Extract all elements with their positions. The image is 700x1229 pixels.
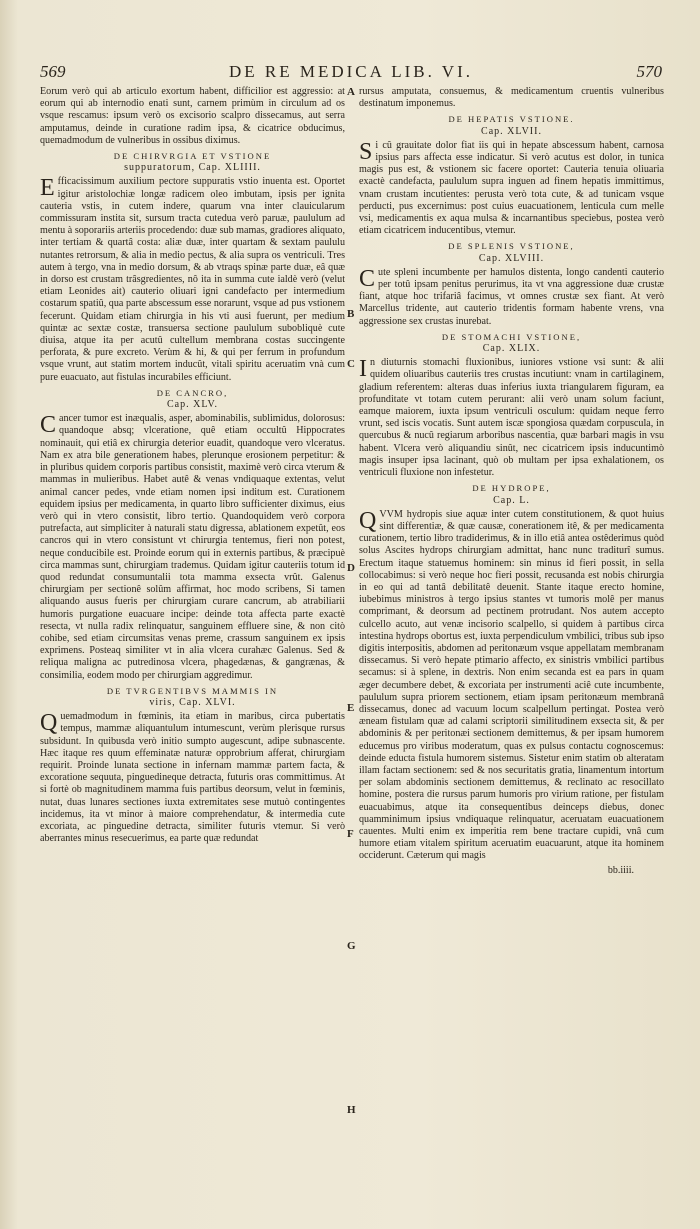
signature-mark: bb.iiii.: [607, 864, 634, 876]
page-number-left: 569: [40, 62, 66, 81]
section-title: DE TVRGENTIBVS MAMMIS IN: [106, 685, 279, 696]
page-number-right: 570: [636, 62, 662, 81]
paragraph: rursus amputata, consuemus, & medicamentum cruentis vulneribus destinatum imponemus.: [359, 86, 664, 110]
chapter-caption: Cap. XLVIII.: [478, 252, 545, 264]
margin-letter: G: [347, 940, 356, 952]
section-title: DE HEPATIS VSTIONE.: [448, 114, 575, 125]
running-title: DE RE MEDICA LIB. VI.: [228, 62, 473, 81]
chapter-caption: Cap. XLV.: [167, 399, 218, 411]
section-title: DE SPLENIS VSTIONE,: [448, 241, 575, 252]
chapter-caption: Cap. XLVII.: [481, 125, 542, 137]
section-title: DE CHIRVRGIA ET VSTIONE: [113, 151, 272, 162]
margin-letter: H: [347, 1104, 356, 1116]
right-column: [359, 86, 664, 877]
chapter-caption: Cap. XLIX.: [482, 343, 541, 355]
paragraph: Efficacissimum auxilium pectore suppuratis vstio inuenta est. Oportet igitur aristolochiæ longæ radicem oleo imbutam, ipsis per ignita cauteria vstis, in cutem indere, quarum vna inter clauicularum commissuram instita sit, sursum tracta cutedua verò paruæ, paululum ad mentu à soporariis arteriis procedendo: duæ sub mamas, gradiores aliquato, inter tertiam & quartâ costa: aliæ duæ, inter quartam & sextam paululu nutantes retrorsum, & alia in medio pectus, & alia supra os ventriculi. Tres autem à tergo, vna in medio dorsum, & ab vtraqs spinæ parte duæ, eâ quæ in dorso est crustam trâsgredientes, nô ita in summa cute ialdè verò (velut etiam Leonides ait) cauterio oliuari igni candefacto per intermedium costarum spatiû, qua parte abscessum esse norarunt, vsque ad pus vstionem fecerunt. Quidam etiam chirurgia in his vti ausi fuerunt, per medium quintæ ac sextæ costæ, transuersa sectione paululum subobliquè cute diuisa, atque ita per acutû cultellum membrana costas succingente perforata, & pure excreto. Verùm & hi, & qui per ferrum in profundum vsque vrunt, aut statim mortem inducût, vitali spiritu aceruatim vnà cum pure euacuato, aut fistulas incurabiles efficiunt.: [40, 175, 345, 383]
left-column: [40, 86, 356, 1116]
two-column-body: [40, 86, 664, 1116]
section-title: DE HYDROPE,: [472, 483, 551, 494]
margin-letter: E: [347, 702, 355, 714]
margin-letter: F: [347, 828, 354, 840]
margin-letter: B: [347, 308, 355, 320]
margin-letter: C: [347, 358, 355, 370]
paragraph: In diuturnis stomachi fluxionibus, iuniores vstione vsi sunt: & alii quidem oliuaribus cauteriis tres crustas incutiunt: vnam in cartilaginem, gladium referentem: alteras duas inferius iuxta triangularem figuram, ea profunditate vt totam cutem perurant: alii verò unam solum faciunt, eamque maiorem, iuxta ipsum ventriculi osculum: quidam neque ferro vrunt, sed iscis vocatis. Sunt autem iscæ spongiosa quædam corpuscula, in quercubus & nucû regiarum arboribus nascentia, quæ barbari magis in vsu habent. Vlcera verò aliquandiu sinût, nec cicatricem ipsis inducuntimò magis insuper ipsa lacinant, quò ob multam per ipsa exhalationem, os ventriculi fluxione non infestetur.: [359, 356, 664, 479]
margin-letter: D: [347, 562, 355, 574]
section-title: DE CANCRO,: [156, 387, 229, 398]
paragraph: QVVM hydropis siue aquæ inter cutem constitutionem, & quot huius sint differentiæ, & quæ causæ, conerationem itê, & per medicamenta curationem, tertio libro tradiderimus, & in illo etiâ antea ostêderimus quòd solus Ascites hydrops chirurgiam admittat, hanc nunc traditurî sumus. Erectum itaque statuemus hominem: sin minus id fieri possit, in sella collocabimus: si verò neque hoc fieri possit, recusanda est nobis chirurgia in eo qui ad tantâ debilitatê deuenit. Stante itaque erecto homine, iubebimus ministros à tergo ipsius stantes vt tumoris molê per manus comprimant, & deorsum ad pectinem protrudant. Nos autem accepto culcello acuto, aut venæ incisorio scalpello, si quidem à partibus circa intestina hydrops obortus est, iuxta perpendiculum vmbilici, tribus sub ipso digitis interpositis, abdomen ad peritonæum vsque appellatam membranam dissecamus. Si verò hepate ptimario affecto, ex sinistris vmbilici partibus secamus: si à splene, in dextris. Non enim secanda est ea pars in quam æger decumbere debet, & excoriata per instrumenti aciê cute incumbente, paululum supra priorem sectionem, etiam ipsam peritonæum membranâ dissecamus, donec ad vacuum locum scalpellum pertingat. Postea verò æneam fistulam quæ ad calami scriptorii similitudinem exsecta sit, & per abdominis & per peritonæi sectionem demittemus, & per ipsam humorem educemus pro viribus moderatum, quas ex pulsus contactu cognoscemus: deinde educta fistula humorem sistemus. Sistetur enim statim ob alteratam illam factam sectionem: sed & nos securitatis gratia, linamentum intortum per solam abdominis sectionem demittemus, & reclinato ac resocillato homine, postera die rursus parum humoris pro virium ratione, per fistulam euacuabimus, atque ita consequentibus deinceps diebus, donec quamminimum ipsius vndiquaque relinquatur, aceruatam euacuationem cauentes. Multi enim ex imperitia rem bene tractare cupidi, vnâ cum humore etiam vitalem spiritum aceruatim euacuarunt, atque ita hominem occiderunt. Cæterum qui magis: [359, 507, 664, 862]
paragraph: Eorum verò qui ab articulo exortum habent, difficilior est aggressio: at eorum qui ab internodio enati sunt, carnem primùm in circulum ad os vsque rescamus: ipsum verò os excisorio scalpro dissecamus, aut serra amputamus, deinde in curatione radim ipsa, & cicatrice obducimus, quemadmodum de vulneribus in ossibus diximus.: [40, 86, 345, 146]
paragraph: Cute spleni incumbente per hamulos distenta, longo candenti cauterio per totû ipsam penitus perurimus, ita vt vna aggressione duæ crustæ fiant, atque hoc trifariâ facimus, vt omnes crustæ sex fiant. At verò Marcellus tridente, aut cauterio tridentis formam habente vrens, vna aggressione sex crustas inurebat.: [359, 265, 664, 327]
section-title: DE STOMACHI VSTIONE,: [441, 331, 582, 342]
paragraph: Si cû grauitate dolor fiat iis qui in hepate abscessum habent, carnosa ipsius pars affecta esse indicatur. Si verò acutus est dolor, in tunica magis pus est, & vstionem sic facere oportet: Cauteria tenuia oliuaria exactè candefacta, paululum supra inguen ad finem hepatis immittimus, vnam crustam incutientes: perusta verò tota cute, & ad tunicam vsque perducti, pus excernimus: post cuius euacuationem, lenticula cum melle vsi, medicamentis ex aqua mulsa & incarnantibus speciebus, postea verò etiam cicatricem inducentibus, vtemur.: [359, 138, 664, 237]
chapter-caption: Cap. L.: [493, 494, 530, 506]
paragraph: Cancer tumor est inæqualis, asper, abominabilis, sublimidus, dolorosus: quandoque absq; vlceratione, quê etiam occultû Hippocrates nominauit, qui etiâ ex chirurgia deterior euadit, quandoque vero vlceratus. Nam ex atra bile generationem habes, plerunque erosionem perpetitur: & in pluribus quidem corporis partibus consistit, maximè verò circa vterum & mammas in mulieribus. Habet autê & venas vndiquaque extentas, velut animal cancer pedes, vnde etiam nomen ipsi inditum est. Curationem equidem ipsius per medicamenta, in quarto libro sufficienter diximus, eius verò qui in vtero consistit, libro tertio. Quandoquidem verò corpora putrefacta, aut simpliciter à naturali statu digressa, ablationem expetût, eos cancros qui in vtero consistunt vt chirurgia tentemus, fieri non potest, neque conducibile est. Proinde eorum qui in externis partibus, & præcipuè circa mammas sunt, chirurgiam trademus. Quidam igitur cauteriis totum id quod redundat consumuntalii tota mamma exsecta vrût. Galenus chirurgiam per sectionê solûm affirmat, hoc modo scribens, Si tamen aliquando ausus fueris per chirurgiam curare cancrum, ab atrabiliarii humoris purgatione euacuare incipe: deinde tota affecta parte exactè resecta, vt nulla radix relinquatur, sanguinem effluere sine, & non citò cohibe, sed etiam circumsitas venas preme, crassum sanguinem ex ipsis exprimens. Posteaq similiter vt in alia vlcera curahæc Galenus. Sed & reliqua maligna ac putredinosa vlcera, phagedænas, & gangrænas, & consimilia, eodem modo per chirurgiam aggredimur.: [40, 412, 345, 681]
paragraph: Quemadmodum in fœminis, ita etiam in maribus, circa pubertatis tempus, mammæ aliquantulum intumescunt, verùm plerisque rursus subsidunt. In quibusda verò initio sumpto augescunt, adipe subnascente. Hæc itaque res quum effeminatæ naturæ opprobrium afferat, chirurgiam requirit. Proinde lunata sectione in infernam mammæ partem facta, & excoratione sequuta, pinguedineque detracta, futuris oras committimus. At si fortè ob magnitudinem mamma fuis partibus deorsum, velut in fœminis, nutat, duas lunares sectiones iuxta extremitates sese mutuò contingentes incidemus, ita vt minor à maiore comprehendatur, & intermedia cute excoriata, ac pinguedine detracta, similiter futuris vtemur. Si verò aberrantes minus resecuerimus, ea parte quæ redundat: [40, 710, 345, 845]
chapter-caption: suppuratorum, Cap. XLIIII.: [124, 162, 261, 174]
margin-letter: A: [347, 86, 355, 98]
chapter-caption: viris, Cap. XLVI.: [149, 696, 236, 708]
page-header: [40, 62, 662, 82]
